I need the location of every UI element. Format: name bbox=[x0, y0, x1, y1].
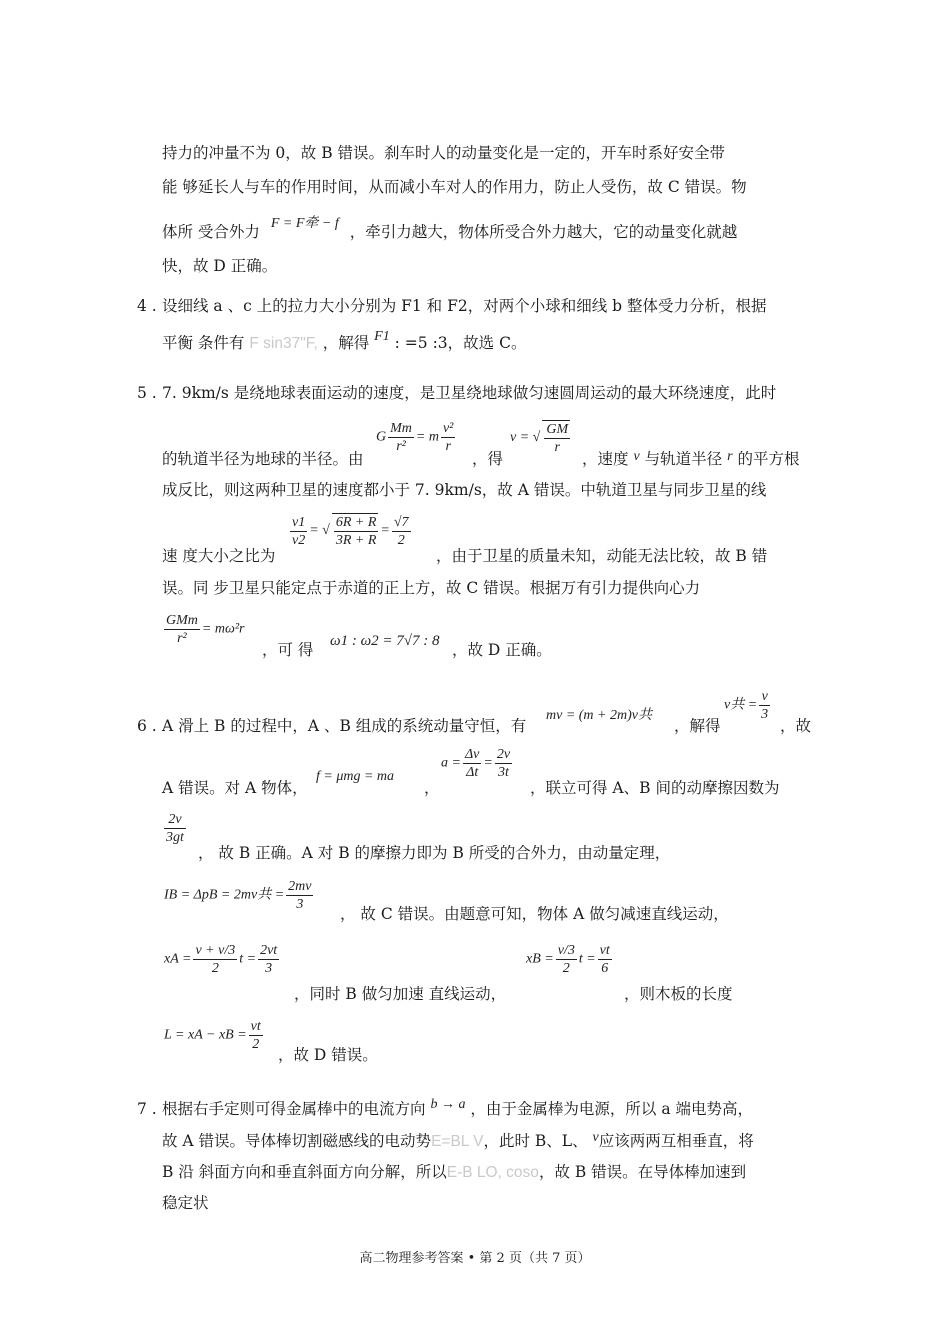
q6-xa-frac-r bbox=[258, 942, 279, 977]
q6-line-2-a: A 错误。对 A 物体， bbox=[162, 779, 308, 797]
q5-ratio-equation: $\frac{v1}{v2}$ = √ $\frac{6R + R}{3R + R}$ = $\frac{√7}{2}$ bbox=[292, 514, 409, 548]
q3-line-3-b: ，牵引力越大，物体所受合外力越大，它的动量变化就越 bbox=[349, 223, 738, 241]
q7-line-3 bbox=[162, 1162, 746, 1183]
q5-ratio-den: v2 bbox=[292, 532, 306, 548]
q6-line-1-b: ，解得 bbox=[674, 717, 721, 735]
q5-v-den: r bbox=[554, 440, 560, 455]
q6-l-num: vt bbox=[250, 1019, 261, 1034]
q6-line-6: ，故 D 错误。 bbox=[278, 1046, 378, 1064]
q5-grav-frac-1 bbox=[388, 420, 414, 455]
q6-impulse-equation bbox=[164, 878, 315, 913]
q6-xa-den: 2 bbox=[211, 961, 219, 976]
q5-line-6-b: ，故 D 正确。 bbox=[452, 641, 552, 659]
q6-xb-rden: 6 bbox=[601, 961, 609, 976]
q5-velocity-equation: v = √ $\frac{GM}{r}$ bbox=[510, 422, 569, 455]
q5-v-num: GM bbox=[546, 422, 569, 437]
q6-line-2-c: ，联立可得 A、B 间的动摩擦因数为 bbox=[530, 779, 780, 797]
q7-line-3-b: ，故 B 错误。在导体棒加速到 bbox=[538, 1163, 747, 1181]
q6-xb-den: 2 bbox=[562, 961, 570, 976]
q5-grav-num-1: Mm bbox=[390, 421, 412, 436]
q6-xb-lhs: xB = bbox=[526, 951, 554, 967]
q5-omega-equation: ω1 : ω2 = 7√7 : 8 bbox=[330, 633, 440, 649]
q6-momentum-equation: mv = (m + 2m)v共 bbox=[546, 708, 652, 723]
q6-xa-equation bbox=[164, 942, 281, 977]
q6-line-4: ， 故 C 错误。由题意可知，物体 A 做匀减速直线运动， bbox=[340, 905, 729, 923]
q5-r-symbol: r bbox=[727, 449, 733, 464]
q5-line-2-d: 与轨道半径 bbox=[644, 450, 723, 468]
q6-xa-rnum: 2vt bbox=[260, 943, 278, 958]
q5-gm-num: GMm bbox=[166, 613, 198, 628]
q6-mu-num: 2v bbox=[164, 811, 186, 829]
q3-line-2: 能 够延长人与车的作用时间，从而减小车对人的作用力，防止人受伤，故 C 错误。物 bbox=[162, 178, 747, 196]
q5-line-2-e: 的平方根 bbox=[737, 450, 800, 468]
q7-line-1 bbox=[162, 1099, 753, 1120]
q5-gm-rhs: = mω²r bbox=[201, 621, 245, 637]
q6-line-5-b: ，则木板的长度 bbox=[624, 985, 733, 1003]
q5-ratio-result-den: 2 bbox=[397, 532, 405, 548]
q6-vg-frac bbox=[759, 688, 770, 723]
q6-l-lhs: L = xA − xB = bbox=[164, 1027, 247, 1043]
q6-xb-equation bbox=[526, 942, 614, 977]
q5-ratio-result bbox=[392, 514, 411, 549]
q6-xb-num: v/3 bbox=[557, 943, 575, 958]
q6-number: 6 . bbox=[137, 717, 157, 735]
q7-number: 7 . bbox=[137, 1100, 157, 1118]
q5-grav-den-1: r² bbox=[396, 439, 406, 454]
q5-line-3: 成反比，则这两种卫星的速度都小于 7. 9km/s，故 A 错误。中轨道卫星与同步卫星的线 bbox=[162, 481, 767, 499]
q5-line-1: 7. 9km/s 是绕地球表面运动的速度，是卫星绕地球做匀速圆周运动的最大环绕速度，此时 bbox=[162, 384, 777, 402]
q7-line-2-a: 故 A 错误。导体棒切割磁感线的电动势 bbox=[162, 1132, 432, 1150]
q5-ratio-root bbox=[332, 513, 379, 549]
q6-line-1-c: ，故 bbox=[780, 717, 812, 735]
q6-vg-lhs: v共 = bbox=[724, 697, 758, 713]
q3-force-equation: F = F牵 − f bbox=[270, 216, 339, 231]
q6-ib-den: 3 bbox=[296, 897, 304, 912]
q7-line-1-a: 根据右手定则可得金属棒中的电流方向 bbox=[162, 1100, 426, 1118]
q7-line-3-a: B 沿 斜面方向和垂直斜面方向分解，所以 bbox=[162, 1163, 447, 1181]
q6-vgong-equation bbox=[724, 688, 772, 723]
q4-line-2-c: : =5 :3，故选 C。 bbox=[394, 334, 527, 352]
q7-faint-emf-2: E-B LO, coso bbox=[446, 1164, 539, 1181]
q6-line-5-a: ，同时 B 做匀加速 直线运动， bbox=[294, 985, 507, 1003]
q6-vg-den: 3 bbox=[761, 707, 769, 722]
q5-gm-den: r² bbox=[177, 631, 187, 646]
q6-xb-frac bbox=[556, 942, 577, 977]
q3-line-3 bbox=[162, 216, 738, 243]
q5-line-5: 误。同 步卫星只能定点于赤道的正上方，故 C 错误。根据万有引力提供向心力 bbox=[162, 579, 701, 597]
q5-v-frac bbox=[542, 420, 570, 456]
q5-line-6-a: ，可 得 bbox=[262, 641, 314, 659]
q6-xb-rnum: vt bbox=[599, 943, 610, 958]
q5-centripetal-equation bbox=[162, 612, 244, 647]
q5-line-2-rest bbox=[582, 449, 799, 470]
q6-a-num-1: Δv bbox=[464, 747, 480, 762]
q6-mu-frac bbox=[164, 811, 186, 846]
q6-line-2-b: ， bbox=[424, 779, 440, 797]
q6-xa-num: v + v/3 bbox=[195, 943, 236, 958]
q6-line-3: ， 故 B 正确。A 对 B 的摩擦力即为 B 所受的合外力，由动量定理， bbox=[198, 844, 671, 862]
q6-line-1-a: A 滑上 B 的过程中，A 、B 组成的系统动量守恒，有 bbox=[162, 717, 527, 735]
q6-a-frac-1 bbox=[463, 746, 481, 781]
q6-mu-den: 3gt bbox=[166, 830, 184, 845]
q6-a-den-1: Δt bbox=[466, 765, 479, 780]
q6-a-den-2: 3t bbox=[498, 765, 509, 780]
q6-vg-num: v bbox=[759, 688, 770, 706]
q4-line-2 bbox=[162, 329, 527, 354]
q7-line-2-c: 应该两两互相垂直，将 bbox=[598, 1132, 754, 1150]
q6-xa-rden: 3 bbox=[265, 961, 273, 976]
q5-ratio-root-den: 3R + R bbox=[335, 533, 377, 548]
q7-faint-emf: E=BL V bbox=[431, 1133, 484, 1150]
q5-ratio-num: v1 bbox=[292, 514, 306, 530]
q6-xb-frac-r bbox=[598, 942, 612, 977]
q6-ib-lhs: IB = ΔpB = 2mv共 = bbox=[164, 887, 285, 903]
q7-v-symbol: v bbox=[592, 1130, 599, 1145]
q7-line-2 bbox=[162, 1131, 754, 1152]
q5-gravity-equation bbox=[376, 420, 457, 455]
q6-l-frac bbox=[249, 1018, 263, 1053]
q6-ib-frac bbox=[286, 878, 313, 913]
q6-mu-equation bbox=[162, 811, 188, 846]
q5-v-lhs: v = bbox=[510, 430, 530, 446]
q5-v-symbol: v bbox=[633, 449, 640, 464]
q4-f1-symbol: F1 bbox=[374, 329, 390, 344]
q7-line-4: 稳定状 bbox=[162, 1194, 209, 1212]
q6-ib-num: 2mv bbox=[288, 879, 312, 894]
q3-line-3-a: 体所 受合外力 bbox=[162, 223, 260, 241]
q6-friction-equation: f = μmg = ma bbox=[316, 769, 395, 784]
q6-accel-equation: a = $\frac{\Delta v}{\Delta t}$ = $\frac{2v}{3t}$ bbox=[441, 747, 511, 780]
q4-number: 4 . bbox=[137, 297, 157, 315]
q6-xa-t: t = bbox=[239, 951, 257, 967]
q5-grav-frac-2 bbox=[441, 420, 455, 455]
q4-faint-equation: F sin37"F, bbox=[249, 335, 318, 352]
q3-line-1: 持力的冲量不为 0，故 B 错误。刹车时人的动量变化是一定的，开车时系好安全带 bbox=[162, 144, 726, 162]
q5-ratio-result-num: √7 bbox=[393, 514, 409, 530]
page-footer: 高二物理参考答案 • 第 2 页（共 7 页） bbox=[359, 1251, 591, 1266]
q4-line-2-a: 平衡 条件有 bbox=[162, 334, 245, 352]
q6-a-frac-2 bbox=[495, 746, 512, 781]
q5-grav-num-2: v² bbox=[442, 421, 454, 436]
q5-line-4-a: 速 度大小之比为 bbox=[162, 547, 276, 565]
q4-line-2-b: ，解得 bbox=[322, 334, 370, 352]
q7-line-1-b: ，由于金属棒为电源，所以 a 端电势高， bbox=[470, 1100, 753, 1118]
q6-xa-frac bbox=[193, 942, 237, 977]
q5-ratio-frac bbox=[290, 514, 307, 549]
q6-xb-t: t = bbox=[578, 951, 596, 967]
q5-number: 5 . bbox=[137, 384, 157, 402]
q5-gm-frac bbox=[164, 612, 200, 647]
q6-a-lhs: a = bbox=[441, 755, 461, 771]
q5-line-2-a: 的轨道半径为地球的半径。由 bbox=[162, 450, 364, 468]
q6-length-equation bbox=[164, 1018, 265, 1053]
q7-current-direction: b → a bbox=[430, 1097, 466, 1112]
q5-grav-g: G bbox=[376, 429, 387, 445]
q5-line-2-c: ，速度 bbox=[582, 450, 629, 468]
q7-line-2-b: ，此时 B、L、 bbox=[483, 1132, 588, 1150]
q5-line-2-b: ，得 bbox=[472, 450, 504, 468]
q6-l-den: 2 bbox=[252, 1037, 260, 1052]
q5-ratio-root-num: 6R + R bbox=[335, 515, 377, 530]
q6-a-num-2: 2v bbox=[496, 747, 511, 762]
q5-line-4-b: ，由于卫星的质量未知，动能无法比较，故 B 错 bbox=[436, 547, 768, 565]
q5-grav-mid: = m bbox=[415, 429, 439, 445]
q6-xa-lhs: xA = bbox=[164, 951, 192, 967]
q4-line-1: 设细线 a 、c 上的拉力大小分别为 F1 和 F2，对两个小球和细线 b 整体受力分析，根据 bbox=[162, 297, 767, 315]
q3-line-4: 快，故 D 正确。 bbox=[162, 257, 278, 275]
q5-grav-den-2: r bbox=[445, 439, 451, 454]
